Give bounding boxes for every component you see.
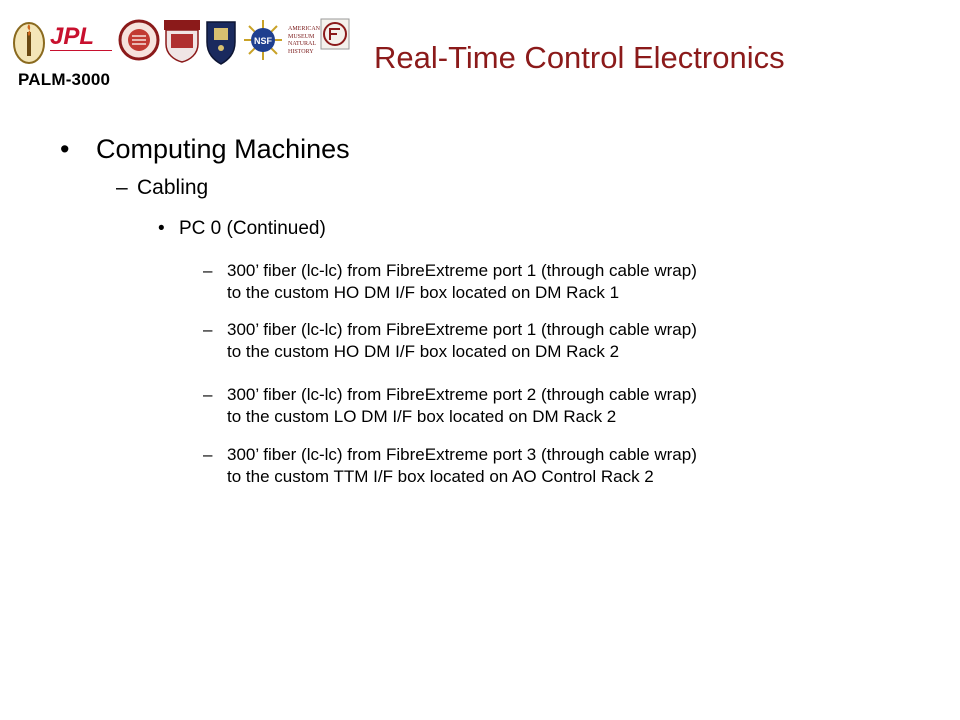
amnh-logo-text: AMERICAN MUSEUM NATURAL HISTORY bbox=[288, 26, 321, 55]
cable-item-line1: 300’ fiber (lc-lc) from FibreExtreme port 1 (through cable wrap) bbox=[227, 320, 697, 339]
nsf-logo bbox=[242, 18, 284, 62]
cable-item-line1: 300’ fiber (lc-lc) from FibreExtreme port 3 (through cable wrap) bbox=[227, 445, 697, 464]
cable-item-dash: – bbox=[203, 261, 213, 280]
amnh-logo bbox=[288, 26, 320, 62]
level1-text: Computing Machines bbox=[96, 134, 350, 164]
cable-item-dash: – bbox=[203, 320, 213, 339]
cable-item-line2: to the custom TTM I/F box located on AO Control Rack 2 bbox=[227, 467, 654, 486]
cable-item-line1: 300’ fiber (lc-lc) from FibreExtreme port 2 (through cable wrap) bbox=[227, 385, 697, 404]
cable-item-dash: – bbox=[203, 445, 213, 464]
cable-item-dash: – bbox=[203, 385, 213, 404]
level2-dash: – bbox=[116, 176, 128, 199]
jpl-logo bbox=[50, 24, 114, 64]
emblem-logo bbox=[320, 18, 350, 52]
level2-text: Cabling bbox=[137, 176, 209, 199]
university-seal-logo bbox=[118, 18, 160, 62]
cable-item-line2: to the custom LO DM I/F box located on DM Rack 2 bbox=[227, 407, 617, 426]
cable-item-line2: to the custom HO DM I/F box located on DM Rack 1 bbox=[227, 283, 620, 302]
crest-logo bbox=[204, 18, 238, 68]
jpl-logo-text: JPL bbox=[50, 23, 95, 50]
level3-bullet: • bbox=[158, 218, 165, 239]
caltech-logo bbox=[12, 18, 46, 68]
nsf-logo-text: NSF bbox=[254, 36, 272, 46]
cable-item-line1: 300’ fiber (lc-lc) from FibreExtreme port 1 (through cable wrap) bbox=[227, 261, 697, 280]
program-name: PALM-3000 bbox=[18, 70, 111, 89]
page-title: Real-Time Control Electronics bbox=[374, 40, 785, 75]
shield-logo bbox=[162, 18, 202, 64]
level3-text: PC 0 (Continued) bbox=[179, 218, 326, 239]
cable-item-line2: to the custom HO DM I/F box located on DM Rack 2 bbox=[227, 342, 620, 361]
level1-bullet: • bbox=[60, 134, 70, 164]
